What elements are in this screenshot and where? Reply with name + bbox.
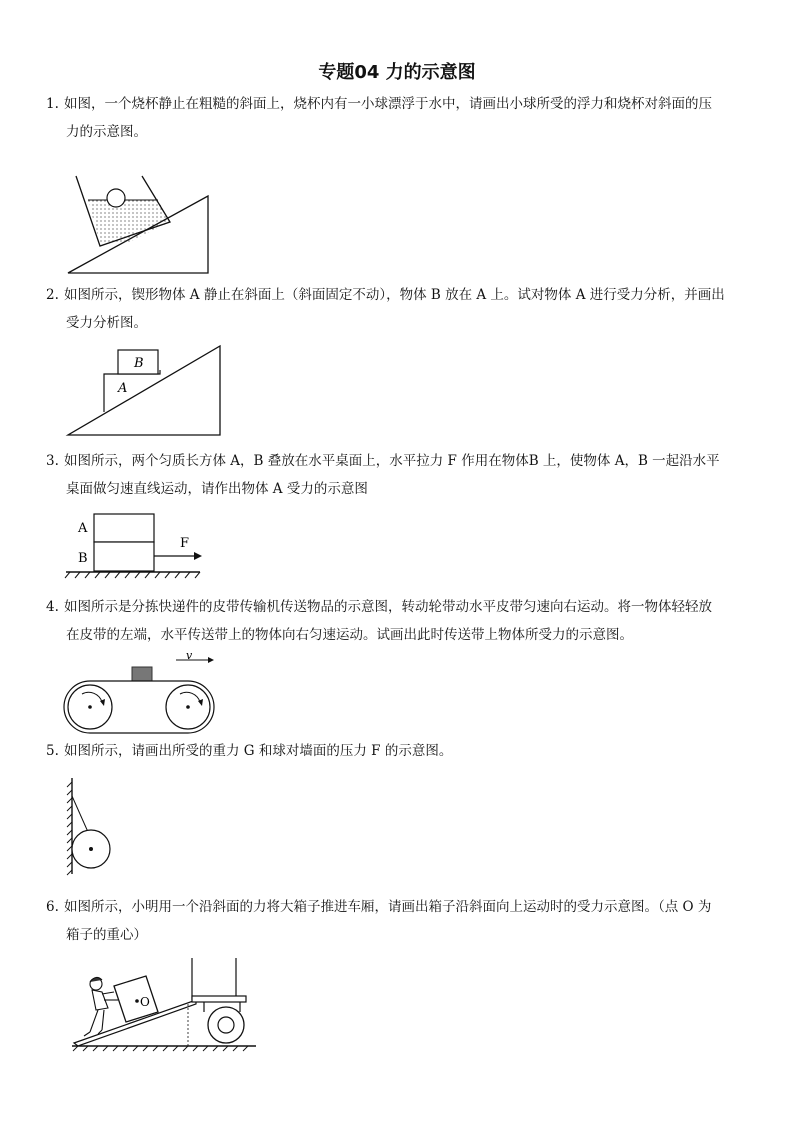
question-1 <box>46 90 758 146</box>
question-text: 如图所示是分拣快递件的皮带传输机传送物品的示意图，转动轮带动水平皮带匀速向右运动。将一物体轻轻放 <box>64 599 712 615</box>
block-a <box>94 514 154 542</box>
question-text-cont: 箱子的重心） <box>66 927 147 943</box>
figure-wedge-on-incline <box>60 342 230 442</box>
rope <box>72 796 88 832</box>
question-text: 如图所示，小明用一个沿斜面的力将大箱子推进车厢，请画出箱子沿斜面向上运动时的受力示意图。（点 O 为 <box>64 899 712 915</box>
question-3 <box>46 447 758 503</box>
figure-stacked-blocks <box>60 510 210 580</box>
question-text-cont: 力的示意图。 <box>66 124 147 140</box>
ground-hatch <box>73 1046 248 1051</box>
question-text-cont: 桌面做匀速直线运动，请作出物体 A 受力的示意图 <box>66 481 368 497</box>
figure-push-box-ramp <box>68 956 268 1056</box>
figure-conveyor-belt <box>60 649 220 737</box>
question-text: 如图，一个烧杯静止在粗糙的斜面上，烧杯内有一小球漂浮于水中，请画出小球所受的浮力和烧杯对斜面的压 <box>64 96 712 112</box>
question-6 <box>46 893 758 949</box>
question-number: 2. <box>46 287 59 303</box>
question-text: 如图所示，请画出所受的重力 G 和球对墙面的压力 F 的示意图。 <box>64 743 453 759</box>
ball <box>107 189 125 207</box>
ground-hatch <box>65 572 200 578</box>
block-b <box>94 542 154 571</box>
wall-hatch <box>67 782 72 875</box>
question-number: 1. <box>46 96 59 112</box>
label-o: O <box>140 995 150 1009</box>
label-a: A <box>78 521 88 536</box>
label-b: B <box>134 356 144 371</box>
label-f: F <box>180 536 190 551</box>
question-4 <box>46 593 758 649</box>
question-text-cont: 在皮带的左端，水平传送带上的物体向右匀速运动。试画出此时传送带上物体所受力的示意图。 <box>66 627 633 643</box>
label-b: B <box>78 551 88 566</box>
question-2 <box>46 281 758 337</box>
figure-beaker-on-incline <box>60 168 220 278</box>
label-a: A <box>118 381 128 396</box>
question-number: 3. <box>46 453 59 469</box>
boy <box>84 977 118 1036</box>
package <box>132 667 152 681</box>
truck <box>192 958 246 1012</box>
question-number: 4. <box>46 599 59 615</box>
question-text: 如图所示，两个匀质长方体 A，B 叠放在水平桌面上，水平拉力 F 作用在物体B 上，使物体 A，B 一起沿水平 <box>64 453 720 469</box>
question-number: 6. <box>46 899 59 915</box>
question-5 <box>46 737 758 765</box>
question-text: 如图所示，锲形物体 A 静止在斜面上（斜面固定不动），物体 B 放在 A 上。试对物体 A 进行受力分析，并画出 <box>64 287 725 303</box>
question-text-cont: 受力分析图。 <box>66 315 147 331</box>
page-title: 专题04 力的示意图 <box>318 62 476 83</box>
label-v: v <box>186 649 193 662</box>
question-number: 5. <box>46 743 59 759</box>
figure-ball-on-wall <box>62 776 122 876</box>
